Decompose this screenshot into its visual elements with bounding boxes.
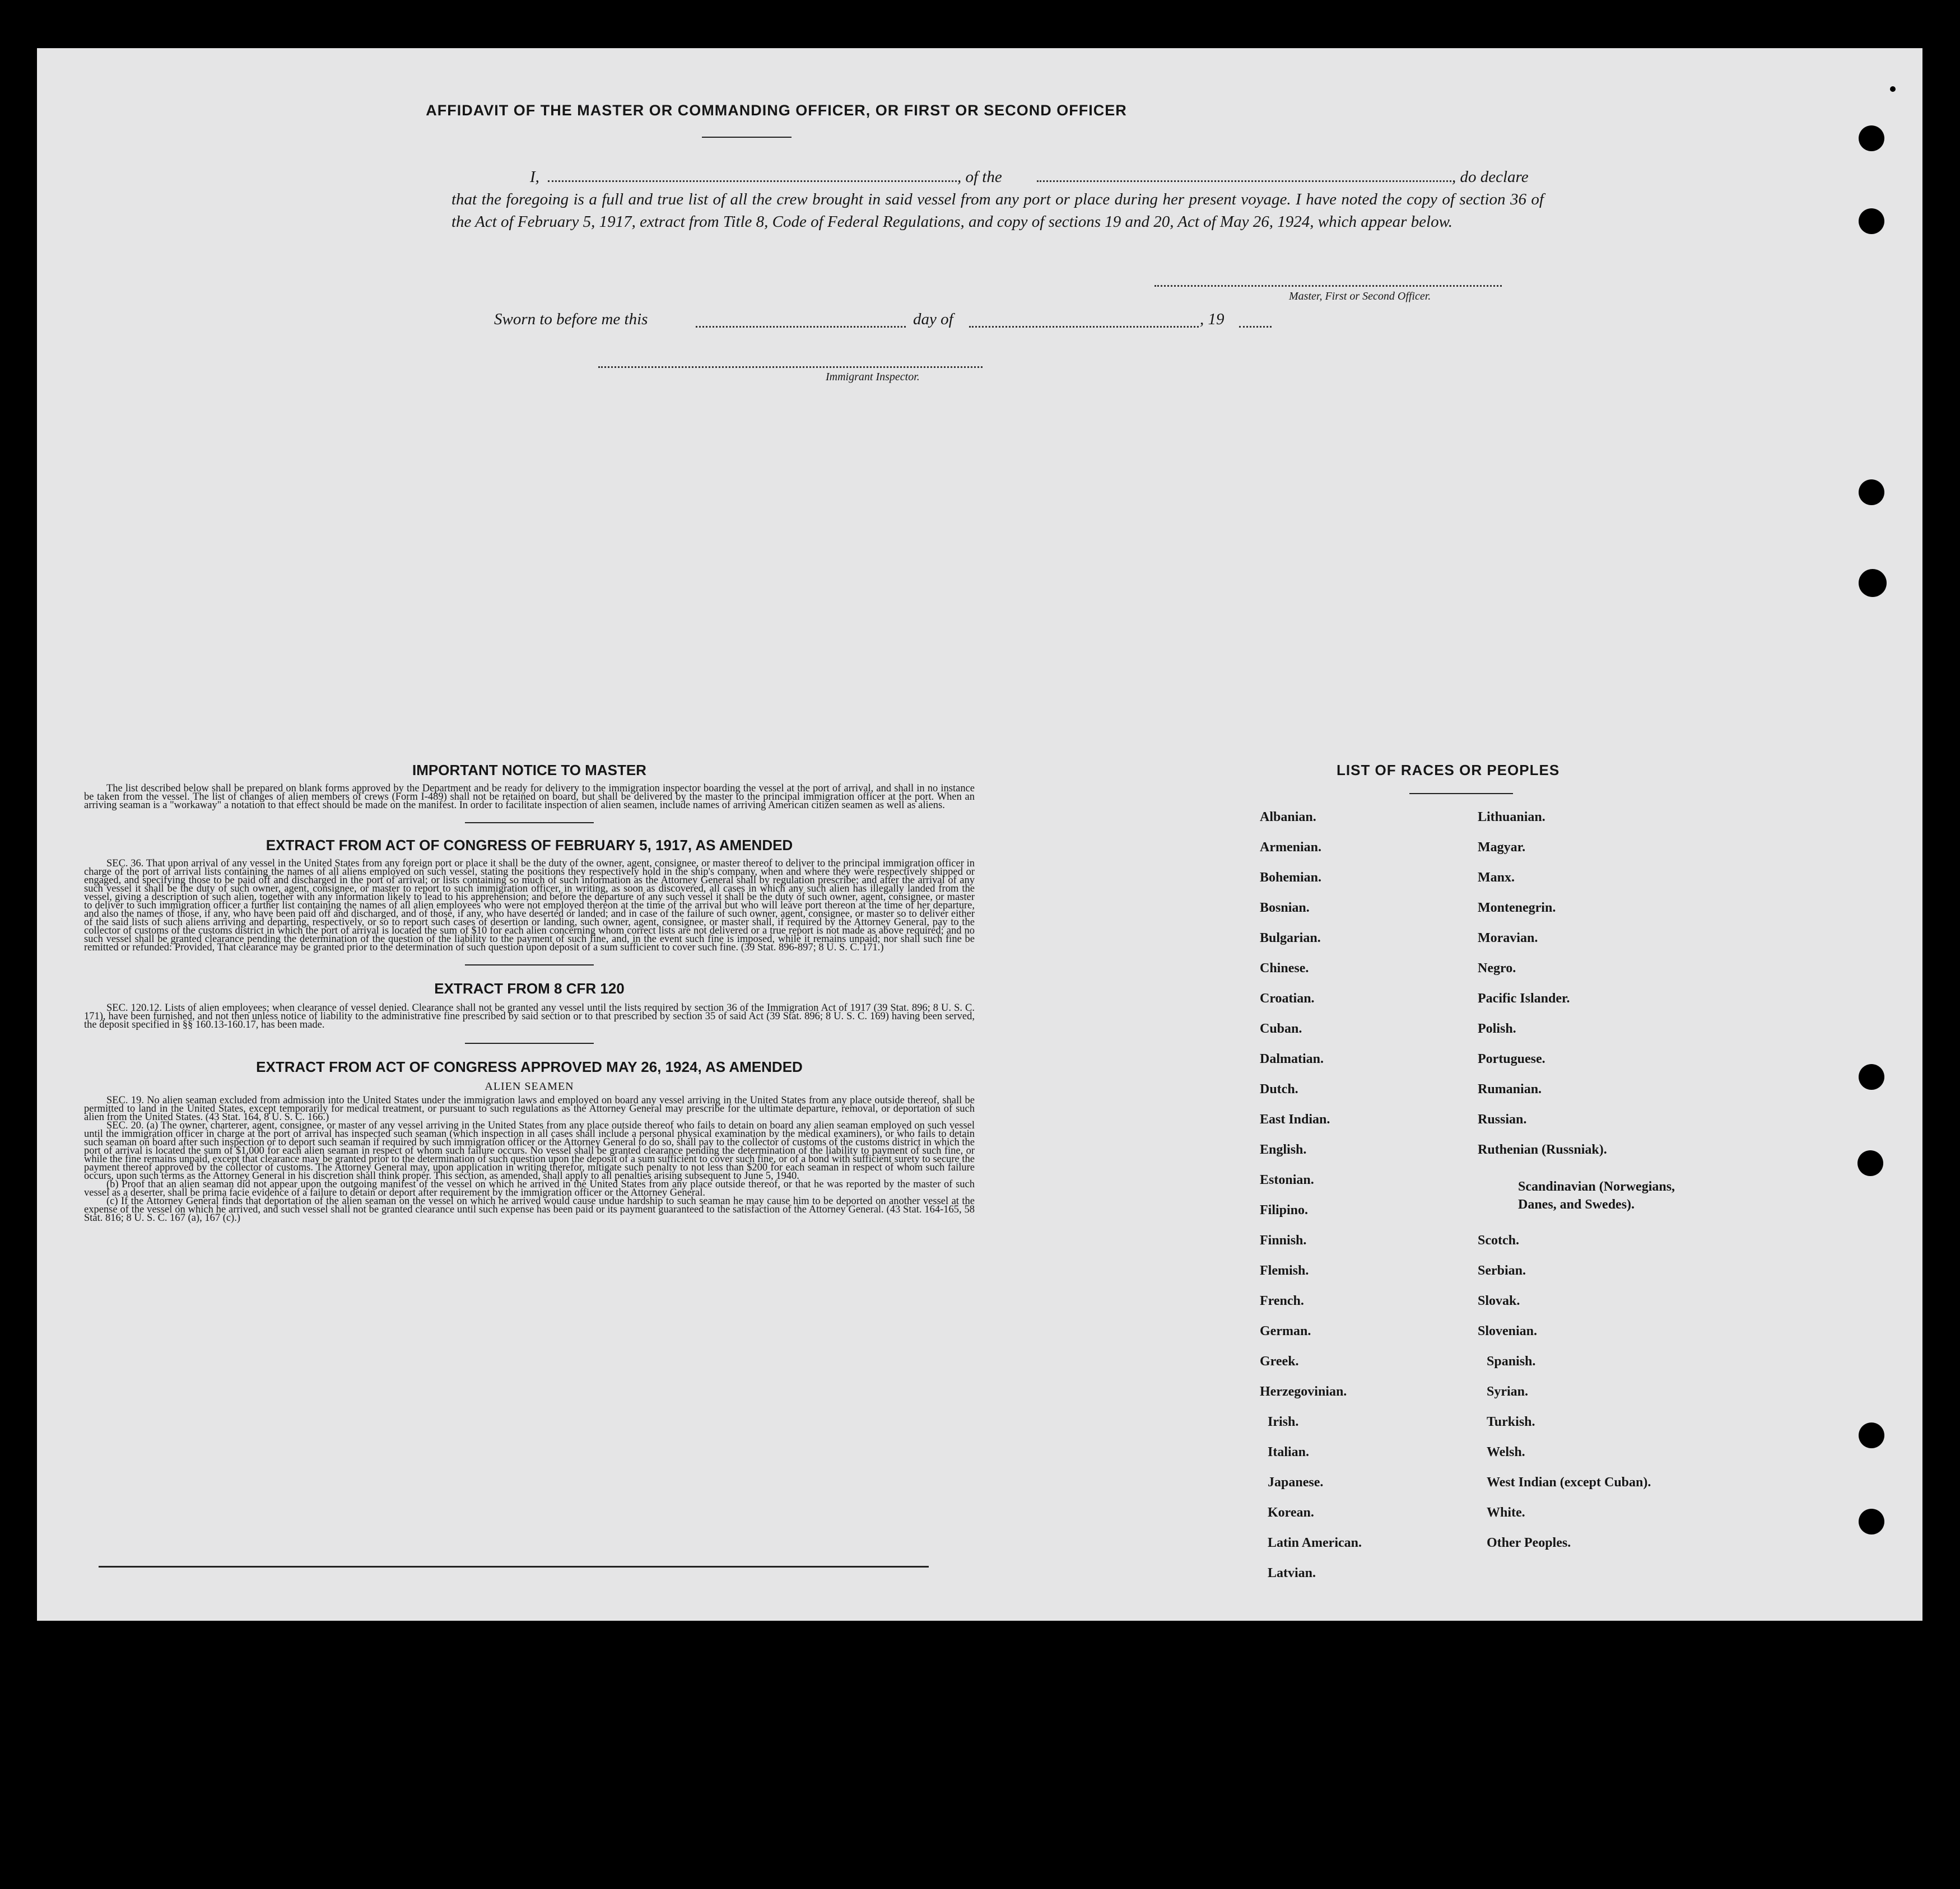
race-item: Syrian. (1487, 1384, 1529, 1399)
race-item: West Indian (except Cuban). (1487, 1475, 1651, 1490)
sworn-day-field[interactable] (696, 326, 906, 328)
legal-notices (84, 762, 975, 1223)
race-item: Latin American. (1268, 1536, 1362, 1550)
do-declare-label: , do declare (1452, 168, 1529, 186)
race-item: Herzegovinian. (1260, 1384, 1347, 1399)
extract-1924-body (84, 1097, 975, 1223)
officer-signature-caption: Master, First or Second Officer. (1289, 290, 1431, 302)
title-divider (702, 137, 792, 138)
of-the-label: , of the (957, 168, 1002, 186)
race-item: Danes, and Swedes). (1518, 1197, 1635, 1212)
race-item: Slovenian. (1478, 1324, 1538, 1338)
race-item: Polish. (1478, 1022, 1516, 1036)
race-item: Scandinavian (Norwegians, (1518, 1179, 1675, 1194)
affidavit-title: AFFIDAVIT OF THE MASTER OR COMMANDING OFFICER, OR FIRST OR SECOND OFFICER (426, 102, 1127, 119)
race-item: Other Peoples. (1487, 1536, 1571, 1550)
punch-hole (1859, 208, 1884, 234)
extract-1924-title: EXTRACT FROM ACT OF CONGRESS APPROVED MAY 26, 1924, AS AMENDED (256, 1058, 803, 1075)
race-item: Flemish. (1260, 1263, 1309, 1278)
race-item: East Indian. (1260, 1112, 1330, 1127)
extract-cfr-title: EXTRACT FROM 8 CFR 120 (434, 980, 625, 997)
race-item: Scotch. (1478, 1233, 1519, 1248)
inspector-caption: Immigrant Inspector. (826, 371, 920, 383)
punch-hole (1859, 1422, 1884, 1448)
punch-hole (1859, 1064, 1884, 1090)
extract-cfr-body: SEC. 120.12. Lists of alien employees; when clearance of vessel denied. Clearance shall not be granted any vessel until the lists required by section 36 of the Immigration Act of 1917 (39 Stat. 896; 8 U. S. C. 171), have been furnished, and not then unless notice of liability to the administrative fine prescribed by said section or to that prescribed by section 35 of said Act (39 Stat. 896; 8 U. S. C. 169) having been served, the deposit specified in §§ 160.13-160.17, has been made. (84, 1002, 975, 1030)
sworn-day-of-label: day of (913, 310, 953, 328)
race-item: Finnish. (1260, 1233, 1307, 1248)
race-item: Negro. (1478, 961, 1516, 976)
race-item: Bohemian. (1260, 870, 1322, 885)
sworn-month-field[interactable] (969, 326, 1199, 328)
race-item: Croatian. (1260, 991, 1315, 1006)
punch-hole (1859, 569, 1887, 597)
sec-20b-paragraph: (b) Proof that an alien seaman did not appear upon the outgoing manifest of the vessel on which he arrived in the United States from any place outside thereof, or that he was reported by the master of such vessel as a deserter, shall be prima facie evidence of a failure to detain or deport after requirement by the immigration officer or the Attorney General. (84, 1179, 975, 1198)
extract-1917-divider (465, 964, 594, 966)
punch-hole (1859, 479, 1884, 505)
race-item: Bulgarian. (1260, 931, 1321, 945)
sworn-year-field[interactable] (1239, 326, 1272, 328)
extract-cfr-divider (465, 1043, 594, 1044)
race-item: Serbian. (1478, 1263, 1526, 1278)
extract-1917-title: EXTRACT FROM ACT OF CONGRESS OF FEBRUARY 5, 1917, AS AMENDED (266, 837, 793, 853)
bottom-rule (99, 1566, 929, 1568)
notice-title: IMPORTANT NOTICE TO MASTER (412, 762, 646, 778)
race-item: Bosnian. (1260, 901, 1310, 915)
race-item: Manx. (1478, 870, 1515, 885)
notice-divider (465, 822, 594, 823)
race-item: Albanian. (1260, 810, 1316, 824)
race-item: Pacific Islander. (1478, 991, 1570, 1006)
race-item: Korean. (1268, 1505, 1314, 1520)
race-item: German. (1260, 1324, 1311, 1338)
race-item: English. (1260, 1142, 1307, 1157)
sec-19-paragraph: SEC. 19. No alien seaman excluded from admission into the United States under the immigration laws and employed on board any vessel arriving in the United States from any place outside thereof, shall be permitted to land in the United States, except temporarily for medical treatment, or pursuant to such regulations as the Attorney General may prescribe for the ultimate departure, removal, or deportation of such alien from the United States. (43 Stat. 164, 8 U. S. C. 166.) (84, 1095, 975, 1123)
declarant-name-field[interactable] (548, 180, 957, 182)
race-item: Estonian. (1260, 1173, 1314, 1187)
declarant-label: I, (530, 168, 539, 186)
race-item: French. (1260, 1294, 1304, 1308)
affidavit-declaration (451, 166, 1544, 233)
race-item: White. (1487, 1505, 1525, 1520)
document-page (37, 48, 1922, 1621)
extract-1917-body: SEC. 36. That upon arrival of any vessel in the United States from any foreign port or place it shall be the duty of the owner, agent, consignee, or master thereof to deliver to the principal immigration officer in charge of the port of arrival lists containing the names of all aliens employed on such vessel, stating the positions they respectively hold in the ship's company, when and where they were respectively shipped or engaged, and specifying those to be paid off and discharged in the port of arrival; or lists containing so much of such information as the Attorney General shall by regulation prescribe; and after the arrival of any such vessel it shall be the duty of such owner, agent, consignee, or master to report to such immigration officer, in writing, as soon as discovered, all cases in which any such alien has illegally landed from the vessel, giving a description of such alien, together with any information likely to lead to his apprehension; and before the departure of any such vessel it shall be the duty of such owner, agent, consignee, or master to deliver to such immigration officer a further list containing the names of all alien employees who were not employed thereon at the time of the arrival but who will leave port thereon at the time of her departure, and also the names of those, if any, who have been paid off and discharged, and of those, if any, who have deserted or landed; and in case of the failure of such owner, agent, consignee, or master so to deliver either of the said lists of such aliens arriving and departing, respectively, or so to report such cases of desertion or landing, such owner, agent, consignee, or master shall, if required by the Attorney General, pay to the collector of customs of the customs district in which the port of arrival is located the sum of $10 for each alien concerning whom correct lists are not delivered or a true report is not made as above required; and no such vessel shall be granted clearance pending the determination of the question of the liability to the payment of such fine, and, in the event such fine is imposed, while it remains unpaid; nor shall such fine be remitted or refunded: Provided, That clearance may be granted prior to the determination of such question upon deposit of a sum sufficient to cover such fine. (39 Stat. 896-897; 8 U. S. C. 171.) (84, 858, 975, 953)
race-item: Dutch. (1260, 1082, 1298, 1097)
race-item: Lithuanian. (1478, 810, 1545, 824)
sworn-prefix: Sworn to before me this (494, 310, 648, 328)
race-item: Latvian. (1268, 1566, 1316, 1580)
sworn-row (494, 310, 1334, 333)
alien-seamen-subtitle: ALIEN SEAMEN (485, 1080, 574, 1093)
punch-hole (1859, 125, 1884, 151)
race-item: Cuban. (1260, 1022, 1302, 1036)
speck-mark (1890, 86, 1896, 92)
punch-hole (1857, 1150, 1883, 1176)
race-item: Greek. (1260, 1354, 1299, 1369)
sec-20a-paragraph: SEC. 20. (a) The owner, charterer, agent, consignee, or master of any vessel arriving in the United States from any place outside thereof who fails to detain on board any alien seaman employed on such vessel until the immigration officer in charge at the port of arrival has inspected such seaman (which inspection in all cases shall include a personal physical examination by the medical examiners), or who fails to detain such seaman on board after such inspection or to deport such seaman if required by such immigration officer or the Attorney General to do so, shall pay to the collector of customs of the customs district in which the port of arrival is located the sum of $1,000 for each alien seaman in respect of whom such failure occurs. No vessel shall be granted clearance pending the determination of the liability to payment of such fine, or while the fine remains unpaid, except that clearance may be granted prior to the determination of such question upon the deposit of a sum sufficient to cover such fine, or of a bond with sufficient surety to secure the payment thereof approved by the collector of customs. The Attorney General may, upon application in writing therefor, mitigate such penalty to not less than $200 for each seaman in respect of whom such failure occurs, upon such terms as the Attorney General in his discretion shall think proper. This section, as amended, shall apply to all penalties arising subsequent to June 5, 1940. (84, 1120, 975, 1182)
race-item: Russian. (1478, 1112, 1527, 1127)
race-item: Slovak. (1478, 1294, 1520, 1308)
race-item: Irish. (1268, 1415, 1299, 1429)
race-item: Rumanian. (1478, 1082, 1542, 1097)
race-item: Magyar. (1478, 840, 1526, 855)
race-item: Japanese. (1268, 1475, 1324, 1490)
notice-body: The list described below shall be prepared on blank forms approved by the Department and be ready for delivery to the immigration inspector boarding the vessel at the port of arrival, and shall in no instance be taken from the vessel. The list of changes of alien members of crews (Form I-489) shall not be retained on board, but shall be delivered by the master to the principal immigration officer at the port. When an arriving seaman is a "workaway" a notation to that effect should be made on the manifest. In order to facilitate inspection of alien seamen, include names of arriving American citizen seamen as well as aliens. (84, 783, 975, 811)
race-item: Dalmatian. (1260, 1052, 1324, 1066)
inspector-signature-field[interactable] (598, 366, 983, 368)
officer-signature-field[interactable] (1154, 285, 1502, 287)
race-item: Spanish. (1487, 1354, 1536, 1369)
vessel-name-field[interactable] (1037, 180, 1451, 182)
race-item: Portuguese. (1478, 1052, 1545, 1066)
sworn-year-label: , 19 (1200, 310, 1225, 328)
sec-20c-paragraph: (c) If the Attorney General finds that deportation of the alien seaman on the vessel on which he arrived would cause undue hardship to such seaman he may cause him to be deported on another vessel at the expense of the vessel on which he arrived, and such vessel shall not be granted clearance until such expense has been paid or its payment guaranteed to the satisfaction of the Attorney General. (43 Stat. 164-165, 58 Stat. 816; 8 U. S. C. 167 (a), 167 (c).) (84, 1196, 975, 1224)
races-title: LIST OF RACES OR PEOPLES (1337, 762, 1560, 778)
punch-hole (1859, 1509, 1884, 1534)
race-item: Filipino. (1260, 1203, 1309, 1218)
race-item: Welsh. (1487, 1445, 1525, 1459)
race-item: Turkish. (1487, 1415, 1535, 1429)
race-item: Ruthenian (Russniak). (1478, 1142, 1607, 1157)
race-item: Italian. (1268, 1445, 1310, 1459)
race-item: Montenegrin. (1478, 901, 1556, 915)
race-item: Armenian. (1260, 840, 1321, 855)
race-item: Chinese. (1260, 961, 1309, 976)
declaration-body: that the foregoing is a full and true list of all the crew brought in said vessel from any port or place during her present voyage. I have noted the copy of section 36 of the Act of February 5, 1917, extract from Title 8, Code of Federal Regulations, and copy of sections 19 and 20, Act of May 26, 1924, which appear below. (451, 190, 1544, 231)
races-divider (1409, 793, 1513, 794)
race-item: Moravian. (1478, 931, 1538, 945)
